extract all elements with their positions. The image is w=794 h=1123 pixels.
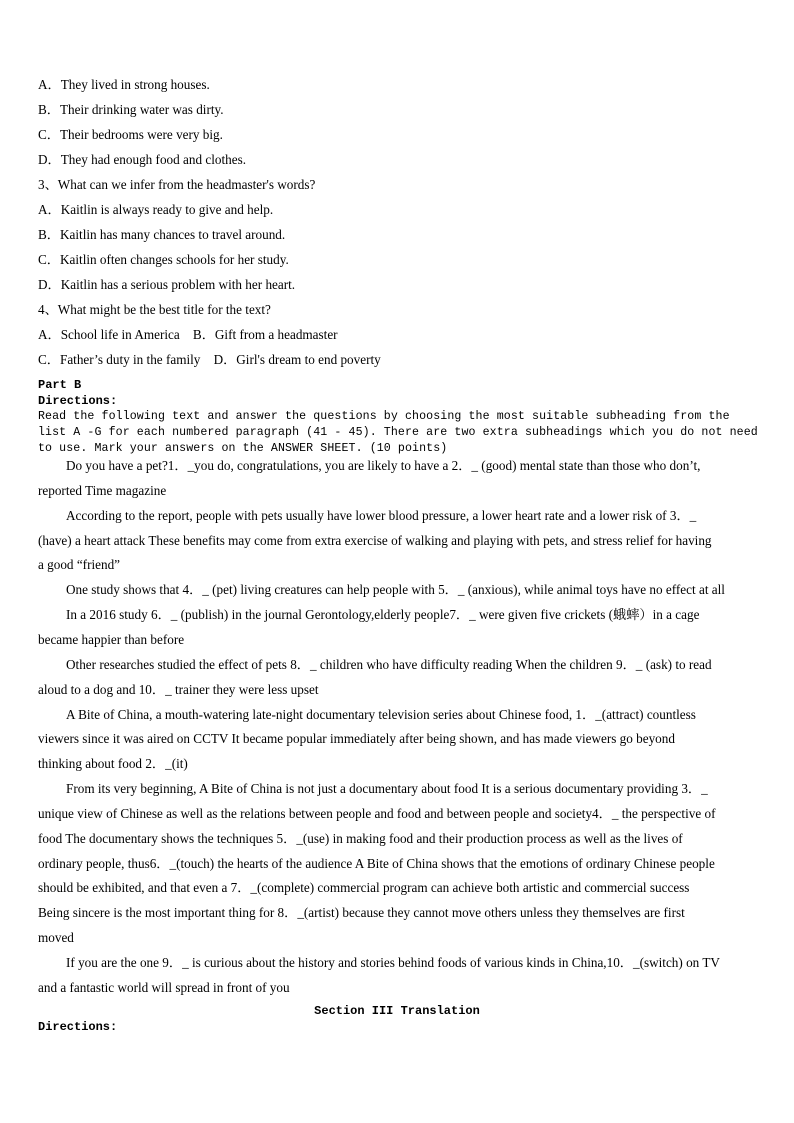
paragraph-line: ordinary people, thus6．_(touch) the hearts of the audience A Bite of China shows that the emotions of ordinary Chinese people — [38, 855, 715, 871]
answer-option: D．They had enough food and clothes. — [38, 152, 247, 167]
paragraph-line: viewers since it was aired on CCTV It became popular immediately after being shown, and has made viewers go beyond — [38, 731, 675, 747]
paragraph-line: a good “friend” — [38, 557, 121, 573]
answer-option: A．School life in America B．Gift from a headmaster — [38, 327, 338, 342]
answer-option: B．Their drinking water was dirty. — [38, 102, 224, 117]
paragraph-line: moved — [38, 930, 74, 946]
question-text: 3、What can we infer from the headmaster's words? — [38, 177, 316, 192]
section-heading: Part B — [38, 378, 82, 392]
paragraph-line: According to the report, people with pets usually have lower blood pressure, a lower heart rate and a lower risk of 3．_ — [66, 507, 697, 523]
answer-option: D．Kaitlin has a serious problem with her heart. — [38, 277, 296, 292]
paragraph-line: (have) a heart attack These benefits may come from extra exercise of walking and playing with pets, and stress relief for having — [38, 532, 712, 548]
paragraph-line: unique view of Chinese as well as the relations between people and food and between people and society4．_ the perspective of — [38, 805, 716, 821]
paragraph-line: food The documentary shows the techniques 5．_(use) in making food and their production process as well as the lives of — [38, 830, 683, 846]
paragraph-line: Do you have a pet?1．_you do, congratulations, you are likely to have a 2．_ (good) mental state than those who don’t, — [66, 458, 701, 473]
question-text: 4、What might be the best title for the text? — [38, 302, 271, 317]
answer-option: C．Kaitlin often changes schools for her study. — [38, 252, 289, 267]
answer-option: C．Father’s duty in the family D．Girl's dream to end poverty — [38, 352, 381, 367]
answer-option: C．Their bedrooms were very big. — [38, 127, 223, 142]
section-heading: Section III Translation — [314, 1004, 480, 1018]
directions-text: Read the following text and answer the questions by choosing the most suitable subheading from the — [38, 410, 730, 423]
paragraph-line: A Bite of China, a mouth-watering late-night documentary television series about Chinese food, 1．_(attract) countless — [66, 706, 696, 722]
paragraph-line: aloud to a dog and 10．_ trainer they were less upset — [38, 681, 319, 697]
paragraph-line: From its very beginning, A Bite of China is not just a documentary about food It is a serious documentary providing 3．_ — [66, 781, 708, 797]
directions-label: Directions: — [38, 394, 118, 408]
directions-text: to use. Mark your answers on the ANSWER SHEET. (10 points) — [38, 442, 448, 455]
answer-option: A．They lived in strong houses. — [38, 77, 210, 92]
answer-option: B．Kaitlin has many chances to travel around. — [38, 227, 286, 242]
paragraph-line: became happier than before — [38, 631, 185, 647]
paragraph-line: reported Time magazine — [38, 482, 167, 498]
directions-text: list A -G for each numbered paragraph (41 - 45). There are two extra subheadings which you do not need — [38, 426, 758, 439]
paragraph-line: thinking about food 2．_(it) — [38, 756, 188, 772]
paragraph-line: In a 2016 study 6．_ (publish) in the journal Gerontology,elderly people7．_ were given five crickets (蛾蟀）in a cage — [66, 607, 700, 623]
paragraph-line: Other researches studied the effect of pets 8．_ children who have difficulty reading When the children 9．_ (ask) to read — [66, 656, 712, 672]
directions-label: Directions: — [38, 1020, 118, 1034]
paragraph-line: If you are the one 9．_ is curious about the history and stories behind foods of various kinds in China,10．_(switch) on TV — [66, 955, 720, 970]
paragraph-line: should be exhibited, and that even a 7．_(complete) commercial program can achieve both artistic and commercial success — [38, 880, 690, 896]
paragraph-line: and a fantastic world will spread in front of you — [38, 979, 290, 995]
paragraph-line: Being sincere is the most important thing for 8．_(artist) because they cannot move others unless they themselves are first — [38, 905, 685, 921]
answer-option: A．Kaitlin is always ready to give and help. — [38, 202, 274, 217]
paragraph-line: One study shows that 4．_ (pet) living creatures can help people with 5．_ (anxious), while animal toys have no effect at all — [66, 582, 725, 598]
